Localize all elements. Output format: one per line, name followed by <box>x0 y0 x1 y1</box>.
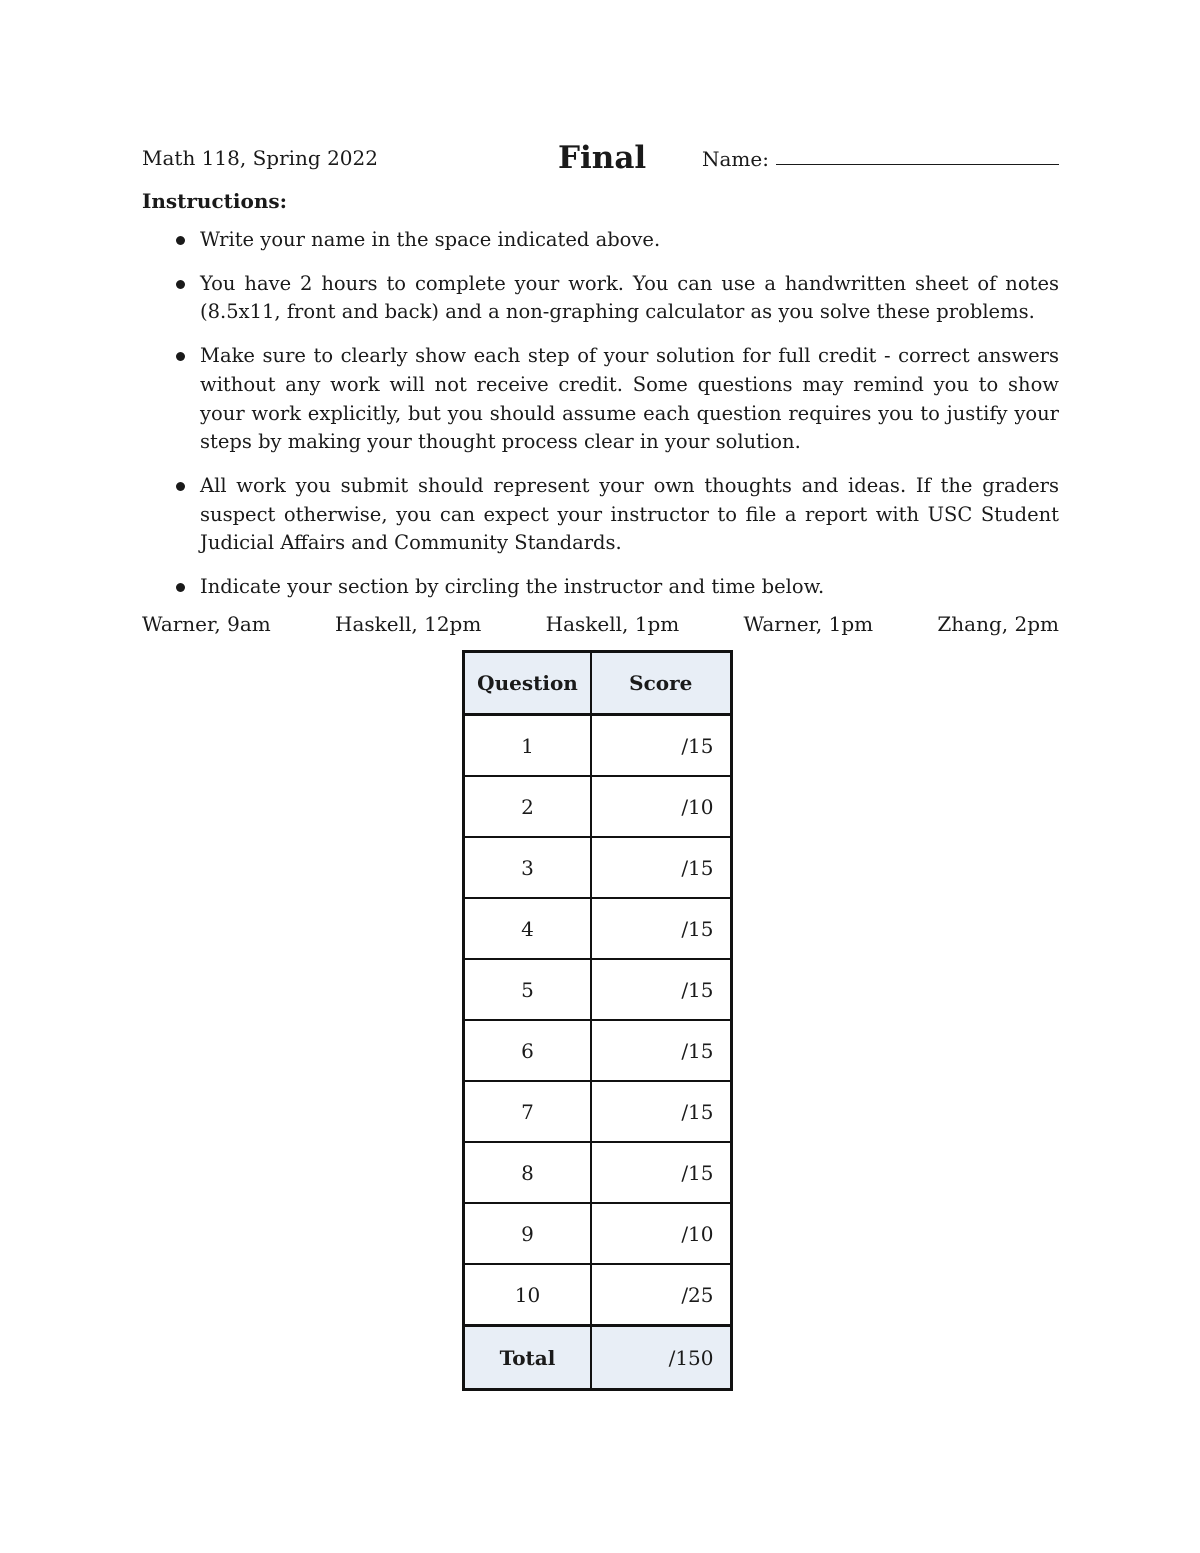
instruction-text: Write your name in the space indicated above. <box>200 228 661 251</box>
bullet-icon <box>176 236 185 245</box>
instruction-text: You have 2 hours to complete your work. You can use a handwritten sheet of notes (8.5x11, front and back) and a non-graphing calculator as you solve these problems. <box>200 271 1059 324</box>
instruction-text: All work you submit should represent your own thoughts and ideas. If the graders suspect otherwise, you can expect your instructor to file a report with USC Student Judicial Affairs and Community Standards. <box>200 473 1059 555</box>
question-column-header: Question <box>464 652 592 715</box>
score-cell: /15 <box>591 959 731 1020</box>
total-row <box>464 1326 732 1390</box>
table-row <box>464 1264 732 1326</box>
table-row <box>464 1081 732 1142</box>
score-column-header: Score <box>591 652 731 715</box>
score-cell: /10 <box>591 1203 731 1264</box>
score-cell: /15 <box>591 898 731 959</box>
bullet-icon <box>176 482 185 491</box>
instruction-item <box>142 226 1059 255</box>
section-option[interactable]: Haskell, 12pm <box>335 612 482 636</box>
question-number: 6 <box>464 1020 592 1081</box>
question-number: 3 <box>464 837 592 898</box>
bullet-icon <box>176 280 185 289</box>
table-row <box>464 1203 732 1264</box>
section-option[interactable]: Haskell, 1pm <box>545 612 680 636</box>
instruction-item <box>142 342 1059 457</box>
total-score: /150 <box>591 1326 731 1390</box>
page-title: Final <box>558 140 647 176</box>
score-cell: /15 <box>591 715 731 777</box>
bullet-icon <box>176 352 185 361</box>
question-number: 2 <box>464 776 592 837</box>
question-number: 8 <box>464 1142 592 1203</box>
table-row <box>464 715 732 777</box>
section-option[interactable]: Warner, 9am <box>142 612 271 636</box>
table-header-row <box>464 652 732 715</box>
score-cell: /25 <box>591 1264 731 1326</box>
score-cell: /10 <box>591 776 731 837</box>
table-row <box>464 837 732 898</box>
instructions-list <box>142 226 1059 617</box>
score-cell: /15 <box>591 1081 731 1142</box>
section-options <box>142 612 1059 636</box>
score-cell: /15 <box>591 837 731 898</box>
score-table <box>462 650 733 1391</box>
instruction-item <box>142 472 1059 558</box>
total-label: Total <box>464 1326 592 1390</box>
table-row <box>464 1142 732 1203</box>
instruction-text: Make sure to clearly show each step of your solution for full credit - correct answers without any work will not receive credit. Some questions may remind you to show your work explicitly, but you should assume each question requires you to justify your steps by making your thought process clear in your solution. <box>200 344 1059 454</box>
score-cell: /15 <box>591 1020 731 1081</box>
page-header <box>142 140 1059 184</box>
bullet-icon <box>176 583 185 592</box>
score-cell: /15 <box>591 1142 731 1203</box>
question-number: 4 <box>464 898 592 959</box>
section-option[interactable]: Zhang, 2pm <box>937 612 1059 636</box>
table-row <box>464 959 732 1020</box>
course-label: Math 118, Spring 2022 <box>142 146 378 170</box>
section-option[interactable]: Warner, 1pm <box>743 612 874 636</box>
instructions-heading: Instructions: <box>142 189 288 213</box>
table-row <box>464 1020 732 1081</box>
question-number: 1 <box>464 715 592 777</box>
instruction-item <box>142 573 1059 602</box>
table-row <box>464 898 732 959</box>
name-label: Name: <box>702 147 769 171</box>
instruction-text: Indicate your section by circling the instructor and time below. <box>200 575 825 599</box>
question-number: 10 <box>464 1264 592 1326</box>
table-row <box>464 776 732 837</box>
question-number: 9 <box>464 1203 592 1264</box>
question-number: 7 <box>464 1081 592 1142</box>
question-number: 5 <box>464 959 592 1020</box>
name-field[interactable] <box>776 164 1059 165</box>
instruction-item <box>142 270 1059 327</box>
